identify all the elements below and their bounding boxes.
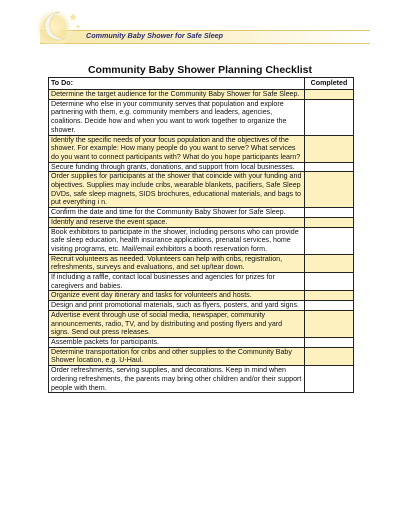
- completed-cell[interactable]: [305, 99, 354, 135]
- checklist-row: [49, 291, 354, 301]
- checklist-row: [49, 310, 354, 337]
- task-cell: Confirm the date and time for the Community Baby Shower for Safe Sleep.: [49, 208, 305, 218]
- completed-cell[interactable]: [305, 162, 354, 172]
- completed-cell[interactable]: [305, 291, 354, 301]
- task-cell: Determine who else in your community serves that population and explore partnering with them, e.g. community members and leaders, agencies, coalitions. Decide how and when you want to work together to organize the shower.: [49, 99, 305, 135]
- completed-cell[interactable]: [305, 217, 354, 227]
- task-cell: Book exhibitors to participate in the shower, including persons who can provide safe sleep education, health insurance applications, prenatal services, home visiting programs, etc. Mail/email exhibitors a booth reservation form.: [49, 227, 305, 254]
- completed-cell[interactable]: [305, 227, 354, 254]
- task-cell: Secure funding through grants, donations, and support from local businesses.: [49, 162, 305, 172]
- checklist-row: [49, 99, 354, 135]
- completed-cell[interactable]: [305, 301, 354, 311]
- task-cell: If including a raffle, contact local businesses and agencies for prizes for caregivers and babies.: [49, 273, 305, 291]
- task-cell: Order refreshments, serving supplies, and decorations. Keep in mind when ordering refreshments, the parents may bring other children and/or their support people with them.: [49, 366, 305, 393]
- task-cell: Advertise event through use of social media, newspaper, community announcements, radio, TV, and by distributing and posting flyers and yard signs. Send out press releases.: [49, 310, 305, 337]
- completed-cell[interactable]: [305, 208, 354, 218]
- task-cell: Order supplies for participants at the shower that coincide with your funding and objectives. Supplies may include cribs, wearable blankets, pacifiers, Safe Sleep DVDs, safe sleep magnets, SIDS brochures, educational materials, and bags to put everything i n.: [49, 172, 305, 208]
- checklist-row: [49, 217, 354, 227]
- completed-cell[interactable]: [305, 254, 354, 272]
- completed-cell[interactable]: [305, 366, 354, 393]
- checklist-title: Community Baby Shower Planning Checklist: [87, 64, 313, 76]
- checklist-row: [49, 337, 354, 347]
- checklist-row: [49, 254, 354, 272]
- completed-cell[interactable]: [305, 135, 354, 162]
- banner-title: Community Baby Shower for Safe Sleep: [86, 31, 223, 40]
- planning-checklist-table: [48, 77, 354, 393]
- completed-cell[interactable]: [305, 310, 354, 337]
- completed-cell[interactable]: [305, 337, 354, 347]
- page-header: [0, 0, 400, 52]
- todo-column-header: To Do:: [49, 78, 305, 90]
- checklist-row: [49, 366, 354, 393]
- task-cell: Recruit volunteers as needed. Volunteers can help with cribs, registration, refreshments, surveys and evaluations, and set up/tear down.: [49, 254, 305, 272]
- task-cell: Organize event day itinerary and tasks for volunteers and hosts.: [49, 291, 305, 301]
- checklist-row: [49, 135, 354, 162]
- checklist-row: [49, 90, 354, 100]
- task-cell: Determine transportation for cribs and other supplies to the Community Baby Shower location, e.g. U-Haul.: [49, 347, 305, 365]
- completed-cell[interactable]: [305, 347, 354, 365]
- checklist-row: [49, 208, 354, 218]
- table-header-row: [49, 78, 354, 90]
- task-cell: Identify and reserve the event space.: [49, 217, 305, 227]
- completed-column-header: Completed: [305, 78, 354, 90]
- task-cell: Design and print promotional materials, such as flyers, posters, and yard signs.: [49, 301, 305, 311]
- checklist-row: [49, 172, 354, 208]
- checklist-row: [49, 227, 354, 254]
- checklist-row: [49, 162, 354, 172]
- completed-cell[interactable]: [305, 90, 354, 100]
- checklist-row: [49, 273, 354, 291]
- completed-cell[interactable]: [305, 273, 354, 291]
- task-cell: Identify the specific needs of your focus population and the objectives of the shower. For example: How many people do you want to serve? What services do you want to connect participants with? What do you hope participants learn?: [49, 135, 305, 162]
- task-cell: Assemble packets for participants.: [49, 337, 305, 347]
- moon-stars-logo-icon: [30, 4, 88, 48]
- checklist-row: [49, 301, 354, 311]
- checklist-row: [49, 347, 354, 365]
- task-cell: Determine the target audience for the Community Baby Shower for Safe Sleep.: [49, 90, 305, 100]
- completed-cell[interactable]: [305, 172, 354, 208]
